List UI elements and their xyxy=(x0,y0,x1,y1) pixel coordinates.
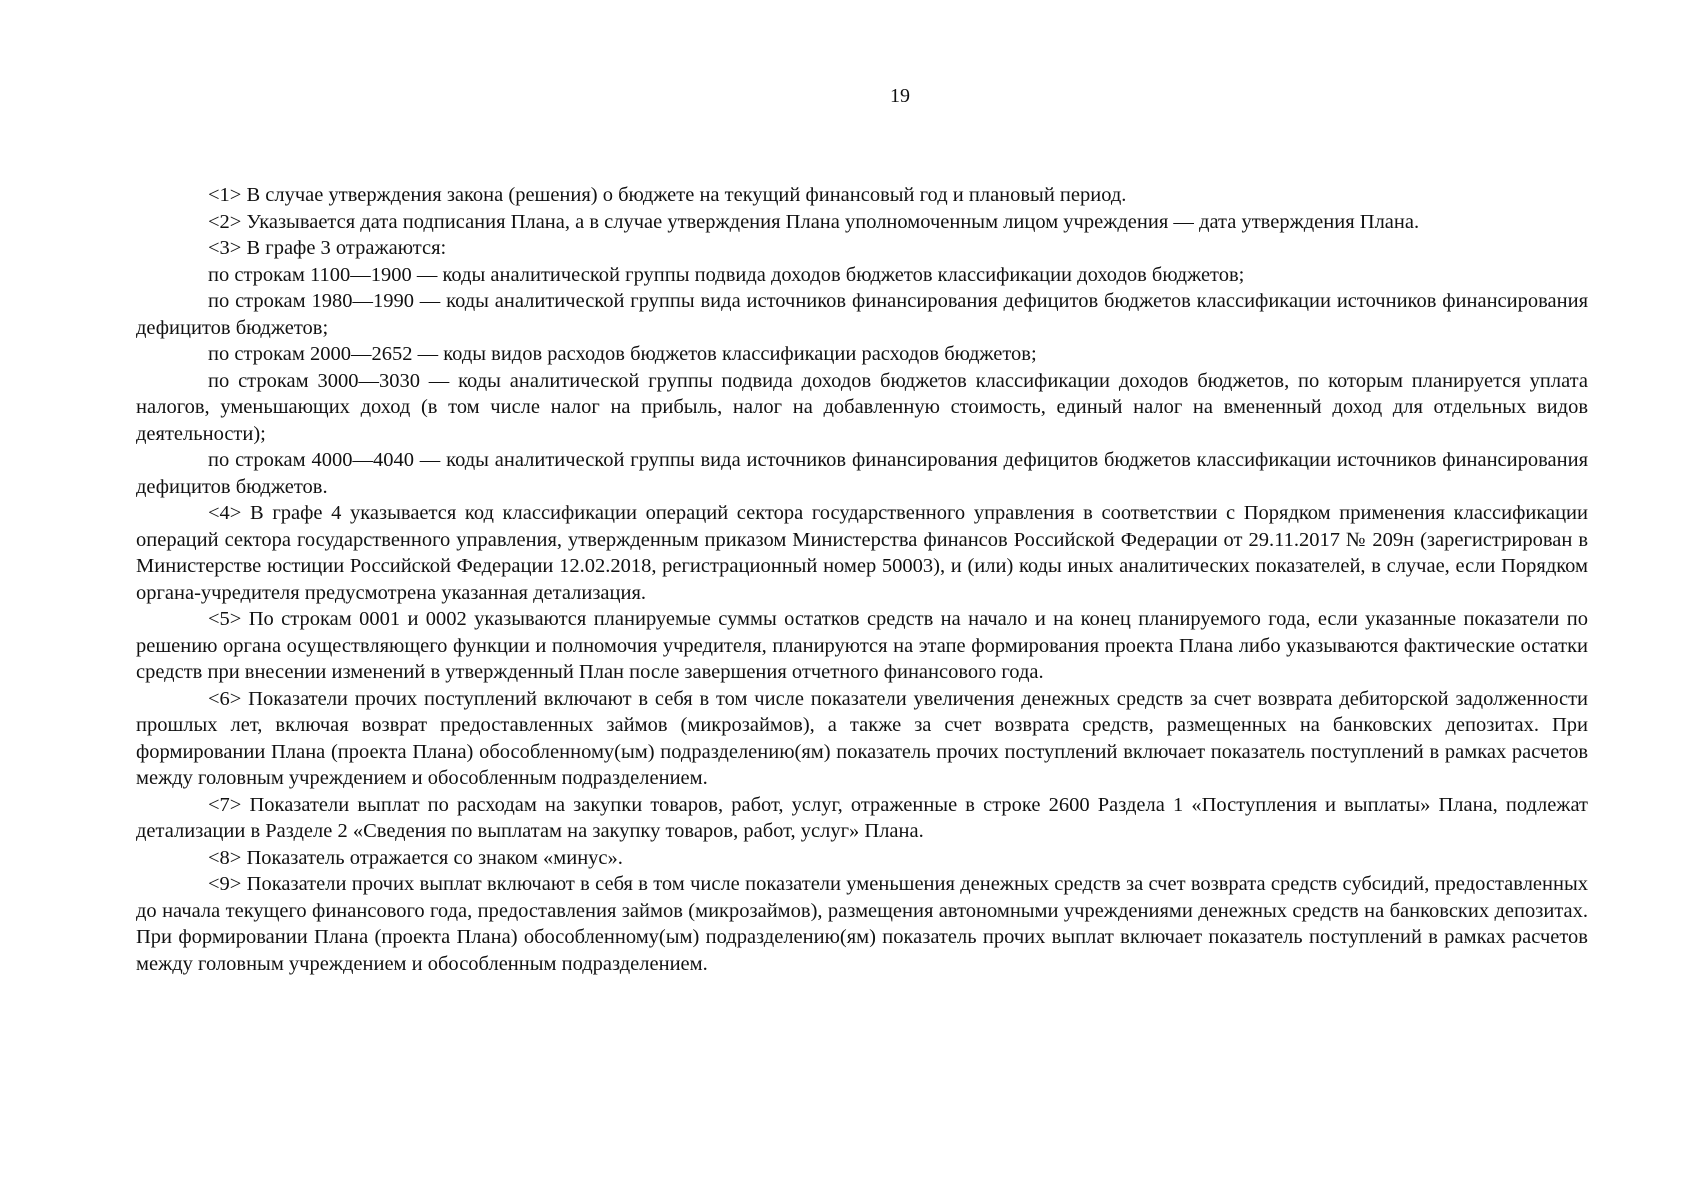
footnote-1: <1> В случае утверждения закона (решения) о бюджете на текущий финансовый год и плановый период. xyxy=(208,184,1127,206)
footnote-8: <8> Показатель отражается со знаком «минус». xyxy=(208,846,623,869)
page-number: 19 xyxy=(890,85,910,107)
footnote-3-rows-1980-1990: по строкам 1980—1990 — коды аналитической группы вида источников финансирования дефицитов бюджетов классификации источников финансирования дефицитов бюджетов; xyxy=(136,290,1588,339)
footnote-4: <4> В графе 4 указывается код классификации операций сектора государственного управления в соответствии с Порядком применения классификации операций сектора государственного управления, утвержденным приказом Министерства финансов Российской Федерации от 29.11.2017 № 209н (зарегистрирован в Министерстве юстиции Российской Федерации 12.02.2018, регистрационный номер 50003), и (или) коды иных аналитических показателей, в случае, если Порядком органа-учредителя предусмотрена указанная детализация. xyxy=(136,502,1588,604)
footnote-3: <3> В графе 3 отражаются: xyxy=(208,237,447,259)
footnote-3-rows-3000-3030: по строкам 3000—3030 — коды аналитической группы подвида доходов бюджетов классификации доходов бюджетов, по которым планируется уплата налогов, уменьшающих доход (в том числе налог на прибыль, налог на добавленную стоимость, единый налог на вмененный доход для отдельных видов деятельности); xyxy=(136,369,1588,445)
footnote-7: <7> Показатели выплат по расходам на закупки товаров, работ, услуг, отраженные в строке 2600 Раздела 1 «Поступления и выплаты» Плана, подлежат детализации в Разделе 2 «Сведения по выплатам на закупку товаров, работ, услуг» Плана. xyxy=(136,793,1588,842)
footnote-9: <9> Показатели прочих выплат включают в себя в том числе показатели уменьшения денежных средств за счет возврата средств субсидий, предоставленных до начала текущего финансового года, предоставления займов (микрозаймов), размещения автономными учреждениями денежных средств на банковских депозитах. При формировании Плана (проекта Плана) обособленному(ым) подразделению(ям) показатель прочих выплат включает показатель поступлений в рамках расчетов между головным учреждением и обособленным подразделением. xyxy=(136,873,1588,975)
footnotes-section xyxy=(136,182,1588,977)
footnote-3-rows-2000-2652: по строкам 2000—2652 — коды видов расходов бюджетов классификации расходов бюджетов; xyxy=(208,343,1037,365)
footnote-5: <5> По строкам 0001 и 0002 указываются планируемые суммы остатков средств на начало и на конец планируемого года, если указанные показатели по решению органа осуществляющего функции и полномочия учредителя, планируются на этапе формирования проекта Плана либо указываются фактические остатки средств при внесении изменений в утвержденный План после завершения отчетного финансового года. xyxy=(136,608,1588,683)
footnote-3-rows-1100-1900: по строкам 1100—1900 — коды аналитической группы подвида доходов бюджетов классификации доходов бюджетов; xyxy=(208,263,1245,286)
footnote-2: <2> Указывается дата подписания Плана, а в случае утверждения Плана уполномоченным лицом учреждения — дата утверждения Плана. xyxy=(208,210,1420,233)
footnote-6: <6> Показатели прочих поступлений включают в себя в том числе показатели увеличения денежных средств за счет возврата дебиторской задолженности прошлых лет, включая возврат предоставленных займов (микрозаймов), а также за счет возврата средств, размещенных на банковских депозитах. При формировании Плана (проекта Плана) обособленному(ым) подразделению(ям) показатель прочих поступлений включает показатель поступлений в рамках расчетов между головным учреждением и обособленным подразделением. xyxy=(136,687,1588,789)
footnote-3-rows-4000-4040: по строкам 4000—4040 — коды аналитической группы вида источников финансирования дефицитов бюджетов классификации источников финансирования дефицитов бюджетов. xyxy=(136,449,1588,498)
